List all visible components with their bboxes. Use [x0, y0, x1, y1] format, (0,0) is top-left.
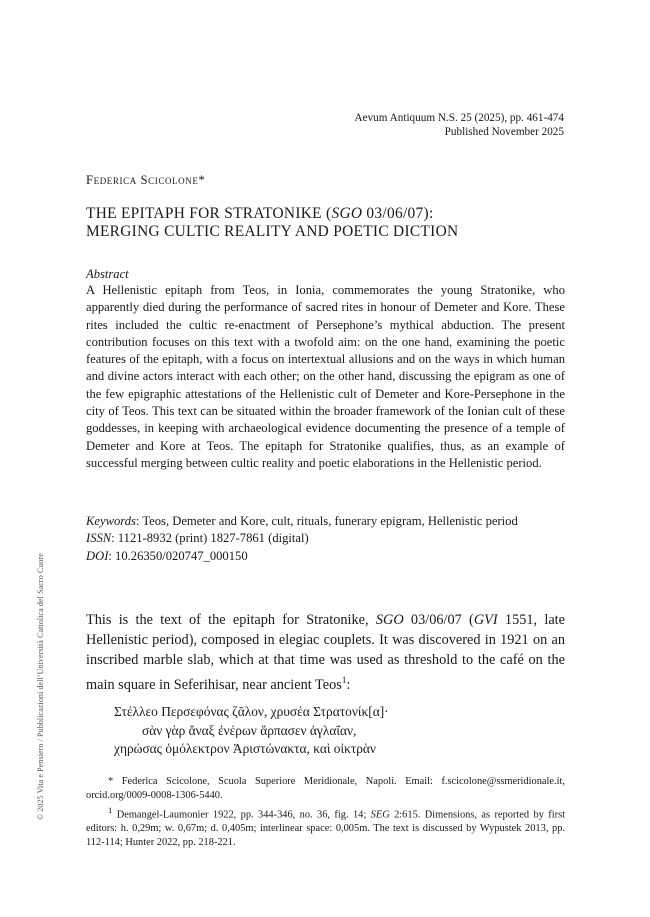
title-line-1: THE EPITAPH FOR STRATONIKE (SGO 03/06/07):	[86, 205, 434, 222]
article-title	[86, 205, 566, 241]
body-paragraph: This is the text of the epitaph for Stratonike, SGO 03/06/07 (GVI 1551, late Hellenistic period), composed in elegiac couplets. It was discovered in 1921 on an inscribed marble slab, which at that time was used as threshold to the café on the main square in Seferihisar, near ancient Teos$^1$:	[86, 612, 566, 693]
title-line-2: MERGING CULTIC REALITY AND POETIC DICTION	[86, 223, 459, 240]
article-metadata	[86, 513, 565, 565]
footnote-author: * Federica Scicolone, Scuola Superiore Meridionale, Napoli. Email: f.scicolone@ssmeridionale.it, orcid.org/0009-0008-1306-5440.	[86, 776, 565, 801]
journal-header	[355, 111, 564, 139]
keywords: Keywords: Teos, Demeter and Kore, cult, rituals, funerary epigram, Hellenistic period	[86, 514, 518, 528]
author-name: Federica Scicolone*	[86, 173, 206, 187]
abstract-heading: Abstract	[86, 267, 129, 281]
verse-line: χηρώσας ὁμόλεκτρον Ἀριστώνακτα, καὶ οἰκτρὰν	[114, 741, 376, 756]
abstract-text: A Hellenistic epitaph from Teos, in Ionia, commemorates the young Stratonike, who apparently died during the performance of sacred rites in honour of Demeter and Kore. These rites included the cultic re-enactment of Persephone’s mythical abduction. The present contribution focuses on this text with a twofold aim: on the one hand, examining the poetic features of the epitaph, with a focus on intertextual allusions and on the ways in which human and divine actors interact with each other; on the other hand, discussing the epigram as one of the few epigraphic attestations of the Hellenistic cult of Demeter and Kore-Persephone in the city of Teos. This text can be situated within the broader framework of the Ionian cult of these goddesses, in keeping with archaeological evidence documenting the presence of a temple of Demeter and Kore at Teos. The epitaph for Stratonike qualifies, thus, as an example of successful merging between cultic reality and poetic elaborations in the Hellenistic period.	[86, 283, 565, 470]
doi: DOI: 10.26350/020747_000150	[86, 548, 248, 563]
greek-verse	[114, 703, 389, 759]
footnote-ref-1: 1	[341, 675, 347, 685]
copyright-side-note: © 2025 Vita e Pensiero / Pubblicazioni dell’Università Cattolica del Sacro Cuore	[36, 553, 45, 820]
publication-date: Published November 2025	[444, 126, 564, 138]
verse-line: Στέλλεο Περσεφόνας ζᾶλον, χρυσέα Στρατονίκ[α]·	[114, 704, 389, 719]
journal-citation: Aevum Antiquum N.S. 25 (2025), pp. 461-474	[354, 112, 564, 124]
issn: ISSN: 1121-8932 (print) 1827-7861 (digital)	[86, 531, 309, 546]
verse-line: σὰν γὰρ ἄναξ ἐνέρων ἅρπασεν ἀγλαΐαν,	[142, 722, 357, 738]
footnote-1: $^1$ Demangel-Laumonier 1922, pp. 344-346, no. 36, fig. 14; SEG 2:615. Dimensions, as reported by first editors: h. 0,29m; w. 0,67m; d. 0,405m; interlinear space: 0,005m. The text is discussed by Wypustek 2013, pp. 112-114; Hunter 2022, pp. 218-221.	[86, 805, 565, 849]
footnotes	[86, 775, 565, 850]
